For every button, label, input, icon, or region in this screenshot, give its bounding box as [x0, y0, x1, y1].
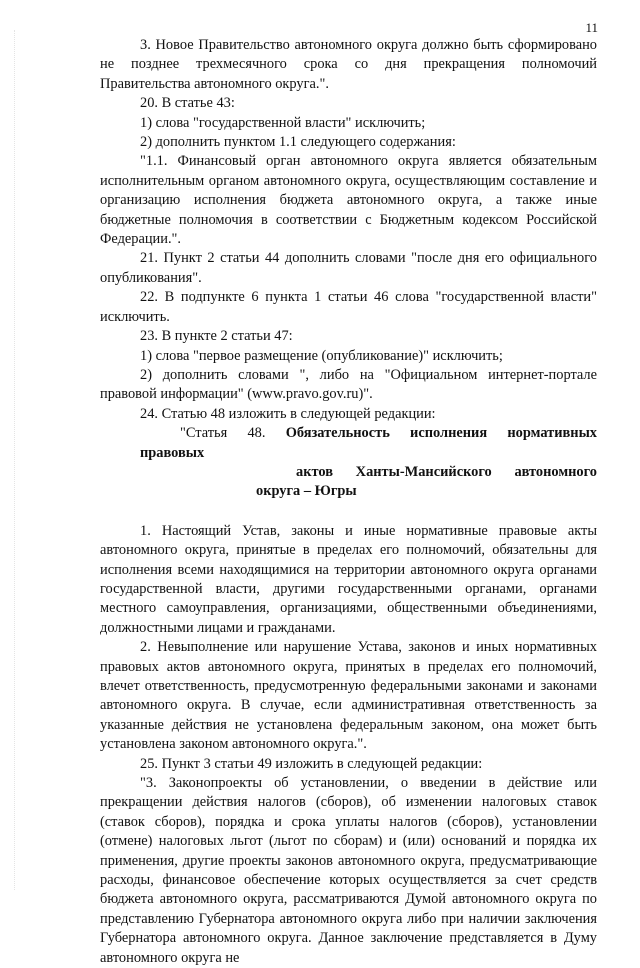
- paragraph: 2) дополнить словами ", либо на "Официальном интернет-портале правовой информации" (www.pravo.gov.ru)".: [100, 366, 597, 403]
- paragraph: "3. Законопроекты об установлении, о введении в действие или прекращении действия налогов (сборов), об изменении налоговых ставок (ставок сборов), порядка и срока уплаты налогов (сборов), установлении (отмене) налоговых льгот (льгот по сборам) и (или) оснований и порядка их применения, другие проекты законов автономного округа, предусматривающие расходы, финансовое обеспечение которых осуществляется за счет средств бюджета автономного округа, рассматриваются Думой автономного округа по представлению Губернатора автономного округа либо при наличии заключения Губернатора автономного округа. Данное заключение представляется в Думу автономного округа не: [100, 775, 597, 966]
- paragraph: 25. Пункт 3 статьи 49 изложить в следующей редакции:: [140, 755, 483, 772]
- article-title-line2: актов Ханты-Мансийского автономного округа – Югры: [256, 463, 597, 500]
- page-number: 11: [585, 20, 598, 35]
- document-body: [100, 36, 597, 968]
- paragraph: 23. В пункте 2 статьи 47:: [140, 328, 293, 345]
- paragraph: 21. Пункт 2 статьи 44 дополнить словами "после дня его официального опубликования".: [100, 250, 597, 286]
- paragraph: 3. Новое Правительство автономного округа должно быть сформировано не позднее трехмесячного срока со дня прекращения полномочий Правительства автономного округа.".: [100, 37, 597, 92]
- paragraph: 2. Невыполнение или нарушение Устава, законов и иных нормативных правовых актов автономного округа, принятых в пределах его полномочий, влечет ответственность, предусмотренную федеральными законами и законами автономного округа. В случае, если административная ответственность за указанные действия не установлена федеральным законом, она может быть установлена законом автономного округа.".: [100, 639, 597, 753]
- paragraph: 22. В подпункте 6 пункта 1 статьи 46 слова "государственной власти" исключить.: [100, 289, 597, 325]
- article-title-prefix: "Статья 48.: [180, 425, 286, 442]
- paragraph: "1.1. Финансовый орган автономного округа является обязательным исполнительным органом автономного округа, осуществляющим составление и организацию исполнения бюджета автономного округа, а также иные бюджетные полномочия в соответствии с Бюджетным кодексом Российской Федерации.".: [100, 153, 597, 248]
- paragraphs-after-title: [100, 522, 597, 968]
- scan-margin-artifact: [14, 30, 16, 890]
- paragraph: 1. Настоящий Устав, законы и иные нормативные правовые акты автономного округа, принятые в пределах его полномочий, обязательны для исполнения всеми находящимися на территории автономного округа органами государственной власти, другими государственными органами, органами местного самоуправления, организациями, общественными объединениями, должностными лицами и гражданами.: [100, 522, 597, 636]
- blank-line: [100, 502, 597, 522]
- paragraphs-before-title: [100, 36, 597, 424]
- paragraph: 24. Статью 48 изложить в следующей редакции:: [140, 405, 436, 422]
- article-48-title: [100, 424, 597, 502]
- paragraph: 1) слова "первое размещение (опубликование)" исключить;: [140, 347, 503, 364]
- paragraph: 2) дополнить пунктом 1.1 следующего содержания:: [140, 134, 456, 151]
- article-title-line1: Обязательность исполнения нормативных правовых: [140, 425, 598, 461]
- paragraph: 20. В статье 43:: [140, 95, 235, 112]
- paragraph: 1) слова "государственной власти" исключить;: [140, 114, 426, 131]
